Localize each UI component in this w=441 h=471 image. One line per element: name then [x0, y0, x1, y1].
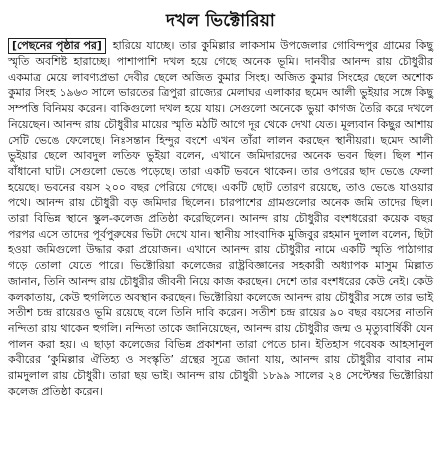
- article-text: হারিয়ে যাচ্ছে। তার কুমিল্লার লাকসাম উপজেলার গোবিন্দপুর গ্রামের কিছু স্মৃতি অবশিষ্ট হারাচ্ছে। পাশাপাশি দখল হয়ে গেছে অনেক ভূমি। দানবীর আনন্দ রায় চৌধুরীর একমাত্র মেয়ে লাবণ্যপ্রভা দেবীর ছেলে অজিত কুমার সিংহ। অজিত কুমার সিংহের ছেলে অশোক কুমার সিংহ ১৯৬৩ সালে ভারতের ত্রিপুরা রাজ্যের মেলাঘর এলাকার ছমেদ আলী ভুইয়ার সঙ্গে কিছু সম্পত্তি বিনিময় করেন। বাকিগুলো দখল হয়ে যায়। সেগুলো অনেকে ভুয়া কাগজ তৈরি করে দখলে নিয়েছেন। আনন্দ রায় চৌধুরীর মায়ের স্মৃতি মঠটি আগে দূর থেকে দেখা যেত। মূল্যবান কিছুর আশায় সেটি ভেঙে ফেলেছে। নিঃসন্তান হিন্দুর বংশে এখন তাঁরা লালন করছেন স্থানীয়রা। ছমেদ আলী ভুইয়ার ছেলে আবদুল লতিফ ভুইয়া বলেন, এখানে জমিদারদের অনেক ভবন ছিল। ছিল শান বাঁধানো ঘাট। সেগুলো ভেঙে পড়েছে। তারা একটি ভবনে থাকেন। তার ওপরের ছাদ ভেঙে ফেলা হয়েছে। ভবনের বয়স ২০০ বছর পেরিয়ে গেছে। একটি ছোট তোরণ রয়েছে, তাও ভেঙে যাওয়ার পথে। আনন্দ রায় চৌধুরী বড় জমিদার ছিলেন। চারপাশের গ্রামগুলোর অনেক জমি তাদের ছিল। তারা বিভিন্ন স্থানে স্কুল-কলেজ প্রতিষ্ঠা করেছিলেন। আনন্দ রায় চৌধুরীর বংশধরেরা কয়েক বছর পরপর এসে তাদের পূর্বপুরুষের ভিটা দেখে যান। স্থানীয় সাংবাদিক মুজিবুর রহমান দুলাল বলেন, ছিটা হওয়া জমিগুলো উদ্ধার করা প্রয়োজন। এখানে আনন্দ রায় চৌধুরীর নামে একটি স্মৃতি পাঠাগার গড়ে তোলা যেতে পারে। ভিক্টোরিয়া কলেজের রাষ্ট্রবিজ্ঞানের সহকারী অধ্যাপক মাসুম মিল্লাত জানান, তিনি আনন্দ রায় চৌধুরীর জীবনী নিয়ে কাজ করছেন। দেশে তার বংশধরের কেউ নেই। কেউ কলকাতায়, কেউ হুগলিতে অবস্থান করছেন। ভিক্টোরিয়া কলেজে আনন্দ রায় চৌধুরীর সঙ্গে তার ভাই সতীশ চন্দ্র রায়েরও ভূমি রয়েছে বলে তিনি দাবি করেন। সতীশ চন্দ্র রায়ের ৯০ বছর বয়সের নাতনি নন্দিতা রায় থাকেন হুগলি। নন্দিতা তাকে জানিয়েছেন, আনন্দ রায় চৌধুরীর জন্ম ও মৃত্যুবার্ষিকী যেন পালন করা হয়। এ ছাড়া কলেজের বিভিন্ন প্রকাশনা তারা পেতে চান। ইতিহাস গবেষক আহসানুল কবীরের ‘কুমিল্লার ঐতিহ্য ও সংস্কৃতি’ গ্রন্থের সূত্রে জানা যায়, আনন্দ রায় চৌধুরীর বাবার নাম রামদুলাল রায় চৌধুরী। তারা ছয় ভাই। আনন্দ রায় চৌধুরী ১৮৯৯ সালের ২৪ সেপ্টেম্বর ভিক্টোরিয়া কলেজ প্রতিষ্ঠা করেন।: [8, 39, 434, 398]
- article-body: [8, 38, 433, 399]
- article-headline: দখল ভিক্টোরিয়া: [166, 11, 275, 31]
- continuation-label: [পেছনের পৃষ্ঠার পর]: [8, 38, 106, 54]
